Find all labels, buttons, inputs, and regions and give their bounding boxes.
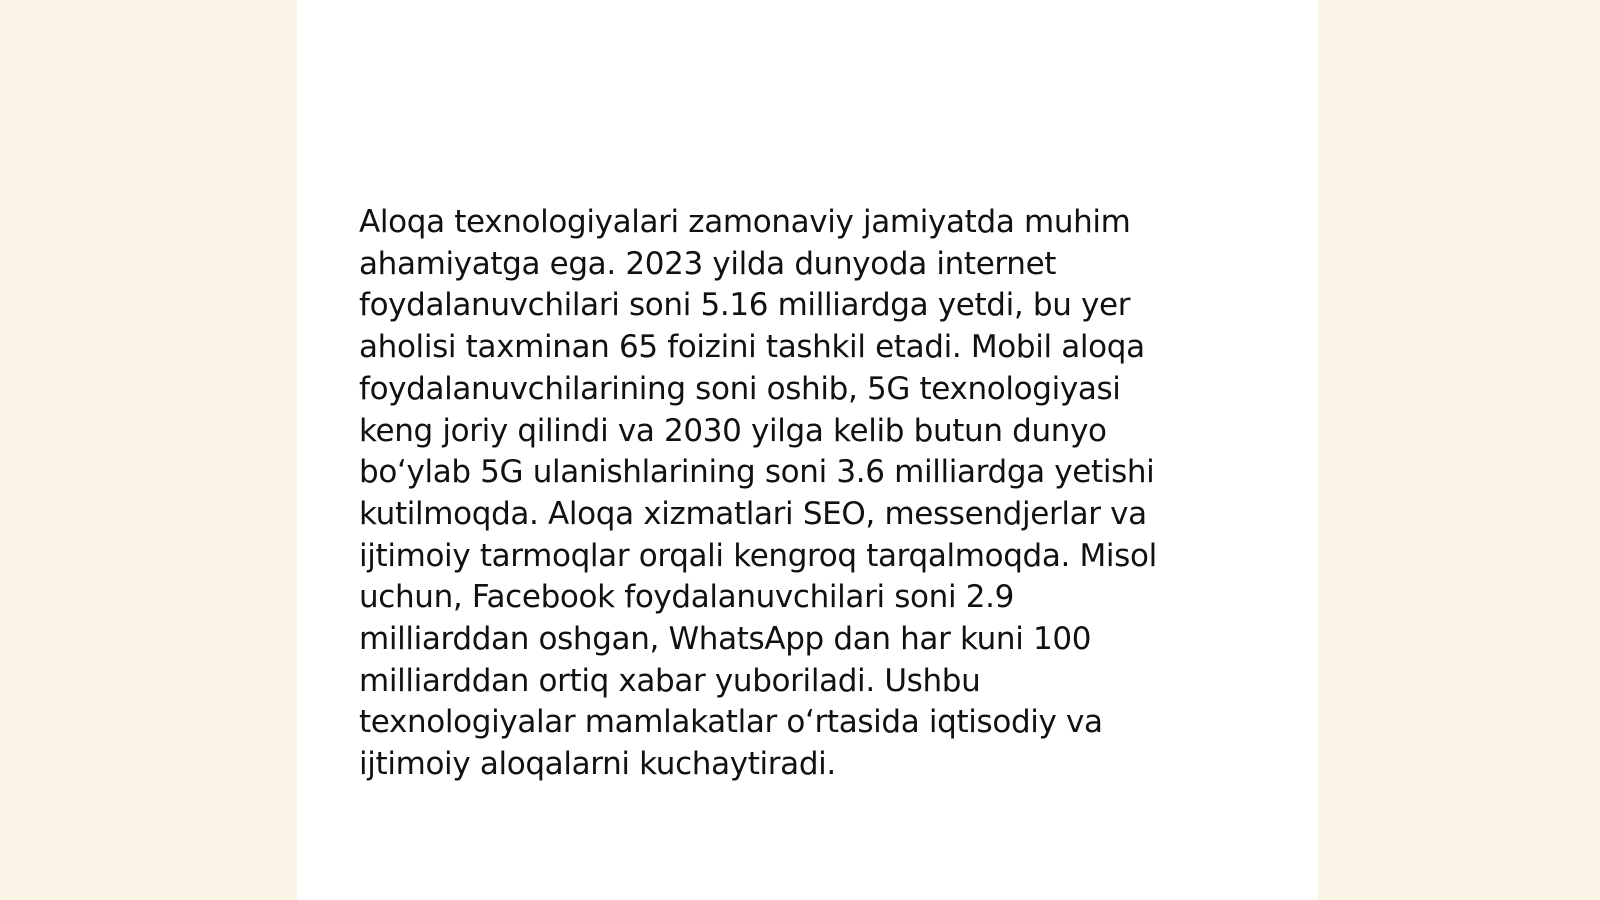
paragraph-line: bo‘ylab 5G ulanishlarining soni 3.6 milliardga yetishi (359, 454, 1155, 491)
paragraph-line: ahamiyatga ega. 2023 yilda dunyoda internet (359, 245, 1057, 282)
body-paragraph (359, 202, 1239, 786)
paragraph-line: uchun, Facebook foydalanuvchilari soni 2.9 (359, 579, 1014, 616)
document-page (297, 0, 1318, 900)
paragraph-line: keng joriy qilindi va 2030 yilga kelib butun dunyo (359, 412, 1107, 449)
paragraph-line: aholisi taxminan 65 foizini tashkil etadi. Mobil aloqa (359, 329, 1145, 366)
paragraph-line: foydalanuvchilarining soni oshib, 5G texnologiyasi (359, 370, 1121, 407)
paragraph-line: milliarddan ortiq xabar yuboriladi. Ushbu (359, 662, 981, 699)
paragraph-line: texnologiyalar mamlakatlar o‘rtasida iqtisodiy va (359, 704, 1103, 741)
paragraph-line: ijtimoiy aloqalarni kuchaytiradi. (359, 746, 836, 783)
paragraph-line: kutilmoqda. Aloqa xizmatlari SEO, messendjerlar va (359, 495, 1147, 532)
paragraph-line: Aloqa texnologiyalari zamonaviy jamiyatda muhim (359, 204, 1131, 240)
paragraph-line: ijtimoiy tarmoqlar orqali kengroq tarqalmoqda. Misol (359, 537, 1157, 574)
paragraph-line: foydalanuvchilari soni 5.16 milliardga yetdi, bu yer (359, 287, 1131, 324)
paragraph-line: milliarddan oshgan, WhatsApp dan har kuni 100 (359, 621, 1092, 658)
